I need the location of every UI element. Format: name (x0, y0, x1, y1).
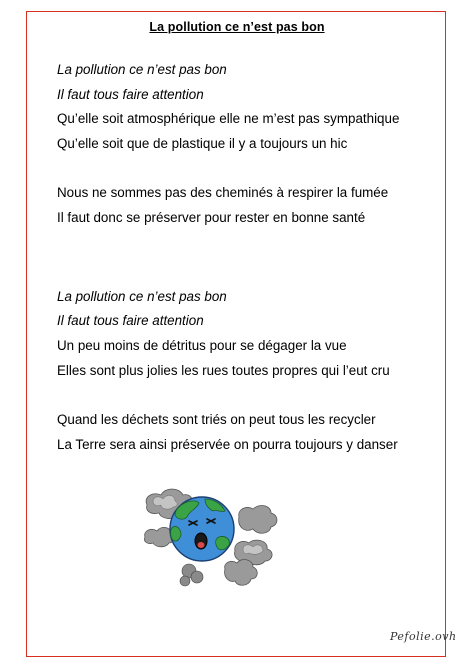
sick-earth-smog-icon (139, 477, 285, 595)
poem-line: La Terre sera ainsi préservée on pourra toujours y danser (57, 437, 398, 452)
poem-line: La pollution ce n’est pas bon (57, 62, 227, 77)
page-title: La pollution ce n’est pas bon (149, 20, 325, 34)
poem-line: Qu’elle soit que de plastique il y a toujours un hic (57, 136, 348, 151)
poem-line: Il faut tous faire attention (57, 313, 204, 328)
poem-line: Elles sont plus jolies les rues toutes propres qui l’eut cru (57, 363, 390, 378)
poem-line: Il faut tous faire attention (57, 87, 204, 102)
poem-line: La pollution ce n’est pas bon (57, 289, 227, 304)
poem-line: Il faut donc se préserver pour rester en bonne santé (57, 210, 366, 225)
poem-line: Nous ne sommes pas des cheminés à respirer la fumée (57, 185, 389, 200)
poem-line: Quand les déchets sont triés on peut tous les recycler (57, 412, 376, 427)
signature: Pefolie.ovh (390, 630, 457, 643)
poem-line: Qu’elle soit atmosphérique elle ne m’est pas sympathique (57, 111, 400, 126)
poem-line: Un peu moins de détritus pour se dégager la vue (57, 338, 347, 353)
